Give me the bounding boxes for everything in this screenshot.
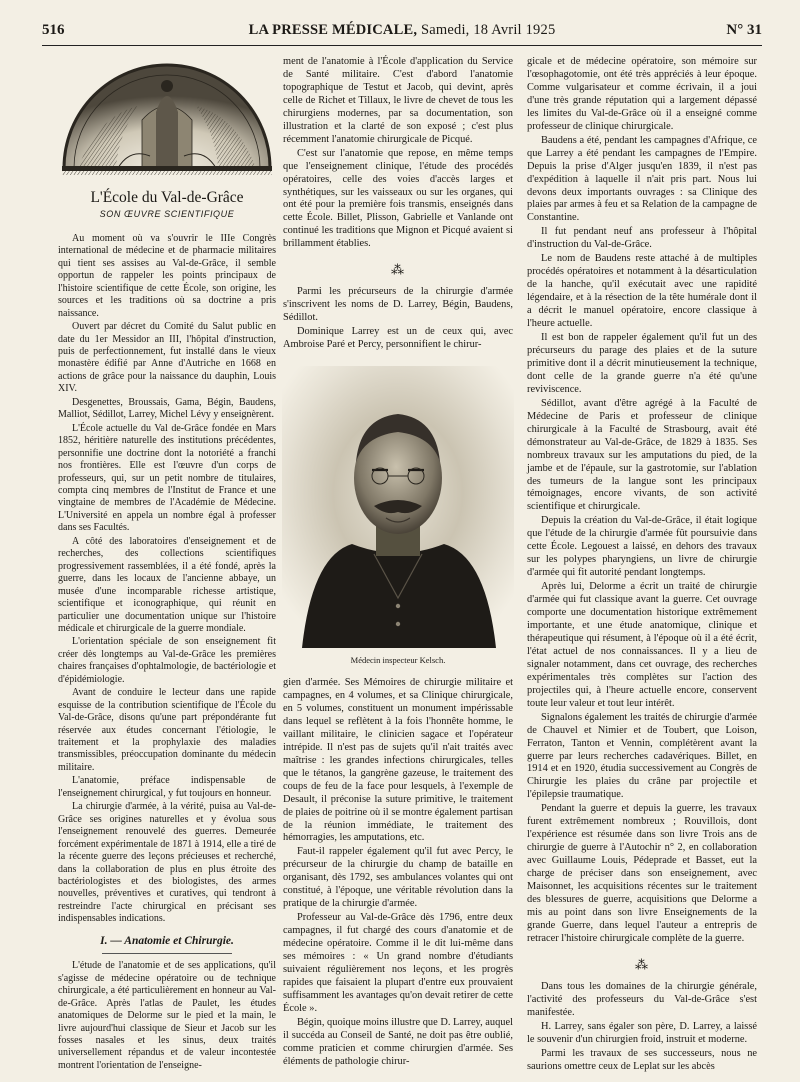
paragraph: L'orientation spéciale de son enseignement fit créer dès longtemps au Val-de-Grâce les premières chaires françaises d'ophtalmologie, de bactériologie et d'épidémiologie. — [58, 636, 276, 685]
portrait-caption: Médecin inspecteur Kelsch. — [350, 655, 446, 666]
column-2 — [283, 56, 513, 1070]
page-number: 516 — [42, 22, 65, 38]
paragraph: Au moment où va s'ouvrir le IIIe Congrès international de médecine et de pharmacie militaires qui tient ses assises au Val-de-Grâce, il semble opportun de rappeler les points principaux de l'histoire scientifique de cette École, son origine, les sources et les traditions où sa doctrine a pris naissance. — [58, 232, 276, 319]
paragraph: Parmi les travaux de ses successeurs, nous ne saurions omettre ceux de Leplat sur les abcès — [527, 1047, 757, 1072]
paragraph: Faut-il rappeler également qu'il fut avec Percy, le précurseur de la chirurgie du champ de bataille en organisant, dès 1792, ses ambulances volantes qui ont constitué, à l'époque, une véritable révolution dans la pratique de la chirurgie d'armée. — [283, 846, 513, 910]
issue-date: Samedi, 18 Avril 1925 — [417, 22, 556, 38]
issue-number: N° 31 — [726, 22, 762, 38]
running-title — [249, 22, 556, 39]
paragraph: Pendant la guerre et depuis la guerre, les travaux furent extrêmement nombreux ; Rouvillois, dont l'expérience est résumée dans son livre Trois ans de chirurgie de guerre à l'Autochir n° 2, en collaboration avec Guillaume Louis, Pédeprade et Basset, eut la charge de préciser dans son enseignement, avec Maisonnet, les acquisitions récentes sur le traitement des blessures de guerre, acquisitions que Delorme a mis au point dans son livre Enseignements de la grande Guerre, dans lequel l'auteur a entrepris de retracer l'histoire chirurgicale complète de la guerre. — [527, 803, 757, 944]
divider — [102, 953, 232, 954]
paragraph: Signalons également les traités de chirurgie d'armée de Chauvel et Nimier et de Toubert, que Loison, Ferraton, Tanton et Vennin, complétèrent avant la guerre par leurs recherches cadavériques. Billet, en 1914 et en 1920, étudia successivement au Congrès de Chirurgie les plaies du crâne par projectile et l'épilepsie traumatique. — [527, 711, 757, 801]
paragraph: C'est sur l'anatomie que repose, en même temps que l'enseignement clinique, l'étude des procédés opératoires, celle des voies d'accès larges et synthétiques, sur les vaisseaux ou sur les organes, qui ont été pour la première fois transmis, enseignés dans cette École. Billet, Plisson, Gabrielle et Vanlande ont continué les traditions que Mignon et Picqué avaient si brillamment établies. — [283, 147, 513, 250]
paragraph: Avant de conduire le lecteur dans une rapide esquisse de la contribution scientifique de l'École du Val-de-Grâce, disons qu'une part prépondérante fut réservée aux études concernant l'étiologie, le traitement et la prophylaxie des maladies transmissibles, préoccupation dominante du médecin militaire. — [58, 687, 276, 773]
paragraph: Desgenettes, Broussais, Gama, Bégin, Baudens, Malliot, Sédillot, Larrey, Michel Lévy y enseignèrent. — [58, 396, 276, 421]
article-title: L'École du Val-de-Grâce — [90, 189, 244, 206]
paragraph: ment de l'anatomie à l'École d'application du Service de Santé militaire. C'est d'abord l'anatomie topographique de Testut et Jacob, qui devint, après celle de Richet et Tillaux, le livre de chevet de tous les chirurgiens modernes, par sa documentation, son illustration et la clarté de son exposé ; c'est plus récemment l'anatomie chirurgicale de Picqué. — [283, 56, 513, 145]
paragraph: Dominique Larrey est un de ceux qui, avec Ambroise Paré et Percy, personnifient le chirur- — [283, 326, 513, 351]
paragraph: Il est bon de rappeler également qu'il fut un des précurseurs du parage des plaies et de la suture primitive dont il a décrit minutieusement la technique, dont celle de la grande guerre n'a été qu'une reviviscence. — [527, 332, 757, 395]
paragraph: gien d'armée. Ses Mémoires de chirurgie militaire et campagnes, en 4 volumes, et sa Clinique chirurgicale, en 5 volumes, constituent un monument impérissable dans lequel se reflètent à la fois l'honnête homme, le vaillant militaire, le clinicien sagace et l'opérateur intrépide. Il n'est pas de sujets qu'il n'ait traités avec maîtrise : les grandes infections chirurgicales, telles que le tétanos, la gangrène gazeuse, le traitement des coups de feu de la face pour lesquels, à l'exemple de Desault, il préconise la suture primitive, le traitement de plaies de poitrine où il se montre également partisan de la réunion immédiate, le traitement des hémorragies, les amputations, etc. — [283, 677, 513, 844]
page-header — [42, 22, 762, 46]
paragraph: Parmi les précurseurs de la chirurgie d'armée s'inscrivent les noms de D. Larrey, Bégin, Baudens, Sédillot. — [283, 286, 513, 324]
article-subtitle: SON ŒUVRE SCIENTIFIQUE — [99, 209, 235, 220]
paragraph: Baudens a été, pendant les campagnes d'Afrique, ce que Larrey a été pendant les campagnes de l'Empire. Depuis la prise d'Alger jusqu'en 1839, il n'est pas d'expédition à laquelle il n'ait pris part. Nous lui devons deux importants ouvrages : sa Clinique des plaies par armes à feu et sa Relation de la campagne de Constantine. — [527, 134, 757, 224]
paragraph: Professeur au Val-de-Grâce dès 1796, entre deux campagnes, il fut chargé des cours d'anatomie et de médecine opératoire. Comme il le dit lui-même dans ses mémoires : « Un grand nombre d'étudiants suivaient régulièrement nos leçons, et les progrès rapides que faisaient la plupart d'entre eux prouvaient suffisamment les avantages qu'on devait retirer de cette École ». — [283, 912, 513, 1014]
section-heading: I. — Anatomie et Chirurgie. — [100, 934, 234, 947]
paragraph: La chirurgie d'armée, à la vérité, puisa au Val-de-Grâce ses origines naturelles et y évolua sous l'enseignement renouvelé des guerres. Demeurée forcément expérimentale de 1871 à 1914, elle a tiré de la récente guerre des leçons précieuses et recherché, dans la collaboration de plus en plus étroite des bactériologistes et des biologistes, des armes nouvelles, préventives et curatives, qui tendront à restreindre l'acte chirurgical en précisant ses indispensables indications. — [58, 801, 276, 925]
portrait-photograph — [282, 366, 514, 648]
journal-name: LA PRESSE MÉDICALE, — [248, 22, 418, 38]
paragraph: Le nom de Baudens reste attaché à de multiples procédés opératoires et notamment à la désarticulation de la hanche, qu'il exécutait avec une rapidité légendaire, et à la résection de la tête humérale dont il a décrit le manuel opératoire, encore classique à l'heure actuelle. — [527, 253, 757, 330]
paragraph: gicale et de médecine opératoire, son mémoire sur l'œsophagotomie, ont été très appréciés à leur époque. Comme vulgarisateur et comme écrivain, il a joui d'une très grande réputation qui a largement dépassé les limites du Val-de-Grâce où il a enseigné comme professeur de clinique chirurgicale. — [527, 56, 757, 132]
column-1 — [58, 56, 276, 1073]
paragraph: Sédillot, avant d'être agrégé à la Faculté de Médecine de Paris et professeur de clinique chirurgicale à la Faculté de Strasbourg, avait été démonstrateur au Val-de-Grâce, de 1829 à 1835. Ses nombreux travaux sur les amputations du pied, de la jambe et de l'épaule, sur la gastrotomie, sur l'ablation des tumeurs de la langue sont les principaux témoignages, encore vivants, de son activité scientifique et chirurgicale. — [527, 397, 757, 513]
paragraph: Bégin, quoique moins illustre que D. Larrey, auquel il succéda au Conseil de Santé, ne doit pas être oublié, comme praticien et comme chirurgien d'armée. Ses éléments de pathologie chirur- — [283, 1016, 513, 1067]
section-asterism: ⁂ — [635, 956, 649, 972]
paragraph: Après lui, Delorme a écrit un traité de chirurgie d'armée qui fut classique avant la guerre. Cet ouvrage comporte une documentation historique extrêmement importante, et une étude anatomique, clinique et thérapeutique qui résument, à l'époque où il a été écrit, l'état actuel de nos connaissances. Il y a lieu de signaler notamment, dans cet ouvrage, des recherches expérimentales très complètes sur l'action des projectiles qui, à l'heure actuelle encore, conservent toute leur valeur et tout leur intérêt. — [527, 581, 757, 709]
paragraph: H. Larrey, sans égaler son père, D. Larrey, a laissé le souvenir d'un chirurgien froid, instruit et moderne. — [527, 1020, 757, 1045]
paragraph: L'étude de l'anatomie et de ses applications, qu'il s'agisse de médecine opératoire ou de technique chirurgicale, a été particulièrement en honneur au Val-de-Grâce. Après l'atlas de Paulet, les études anatomiques de Delorme sur le pied et la main, le livre aujourd'hui classique de Sieur et Jacob sur les fosses nasales et les sinus, deux traités universellement répandus et de valeur incontestée montrent l'orientation de l'enseigne- — [58, 960, 276, 1071]
column-3 — [527, 56, 757, 1074]
engraved-vignette-illustration — [58, 56, 276, 176]
paragraph: L'anatomie, préface indispensable de l'enseignement chirurgical, y fut toujours en honneur. — [58, 775, 276, 799]
paragraph: Depuis la création du Val-de-Grâce, il était logique que l'étude de la chirurgie d'armée fût poursuivie dans cette École. Legouest a laissé, en dehors des travaux sur les polypes pharyngiens, un livre de chirurgie d'armée qui fit autorité pendant longtemps. — [527, 515, 757, 579]
paragraph: L'École actuelle du Val de-Grâce fondée en Mars 1852, héritière naturelle des institutions précédentes, personnifie une doctrine dont la notoriété a franchi nos frontières. Elle est l'œuvre d'un corps de professeurs, qui, sur un petit nombre de titulaires, compta cinq membres de l'Institut de France et une vingtaine de membres de l'Académie de Médecine. L'Université en appela un nombre égal à professer dans ses Facultés. — [58, 422, 276, 534]
paragraph: Il fut pendant neuf ans professeur à l'hôpital d'instruction du Val-de-Grâce. — [527, 226, 757, 251]
paragraph: Ouvert par décret du Comité du Salut public en date du 1er Messidor an III, l'hôpital d'instruction, puis de perfectionnement, fut installé dans le vieux monastère édifié par Anne d'Autriche en 1668 en actions de grâce pour la naissance du dauphin, Louis XIV. — [58, 321, 276, 395]
paragraph: Dans tous les domaines de la chirurgie générale, l'activité des professeurs du Val-de-Grâce s'est manifestée. — [527, 980, 757, 1018]
section-asterism: ⁂ — [391, 262, 405, 278]
paragraph: A côté des laboratoires d'enseignement et de recherches, des collections scientifiques progressivement rassemblées, il a été fondé, après la guerre, dans les locaux de l'ancienne abbaye, un musée d'une incomparable richesse artistique, scientifique et iconographique, qui réunit en particulier une documentation unique sur l'histoire médicale et chirurgicale de la guerre mondiale. — [58, 535, 276, 634]
